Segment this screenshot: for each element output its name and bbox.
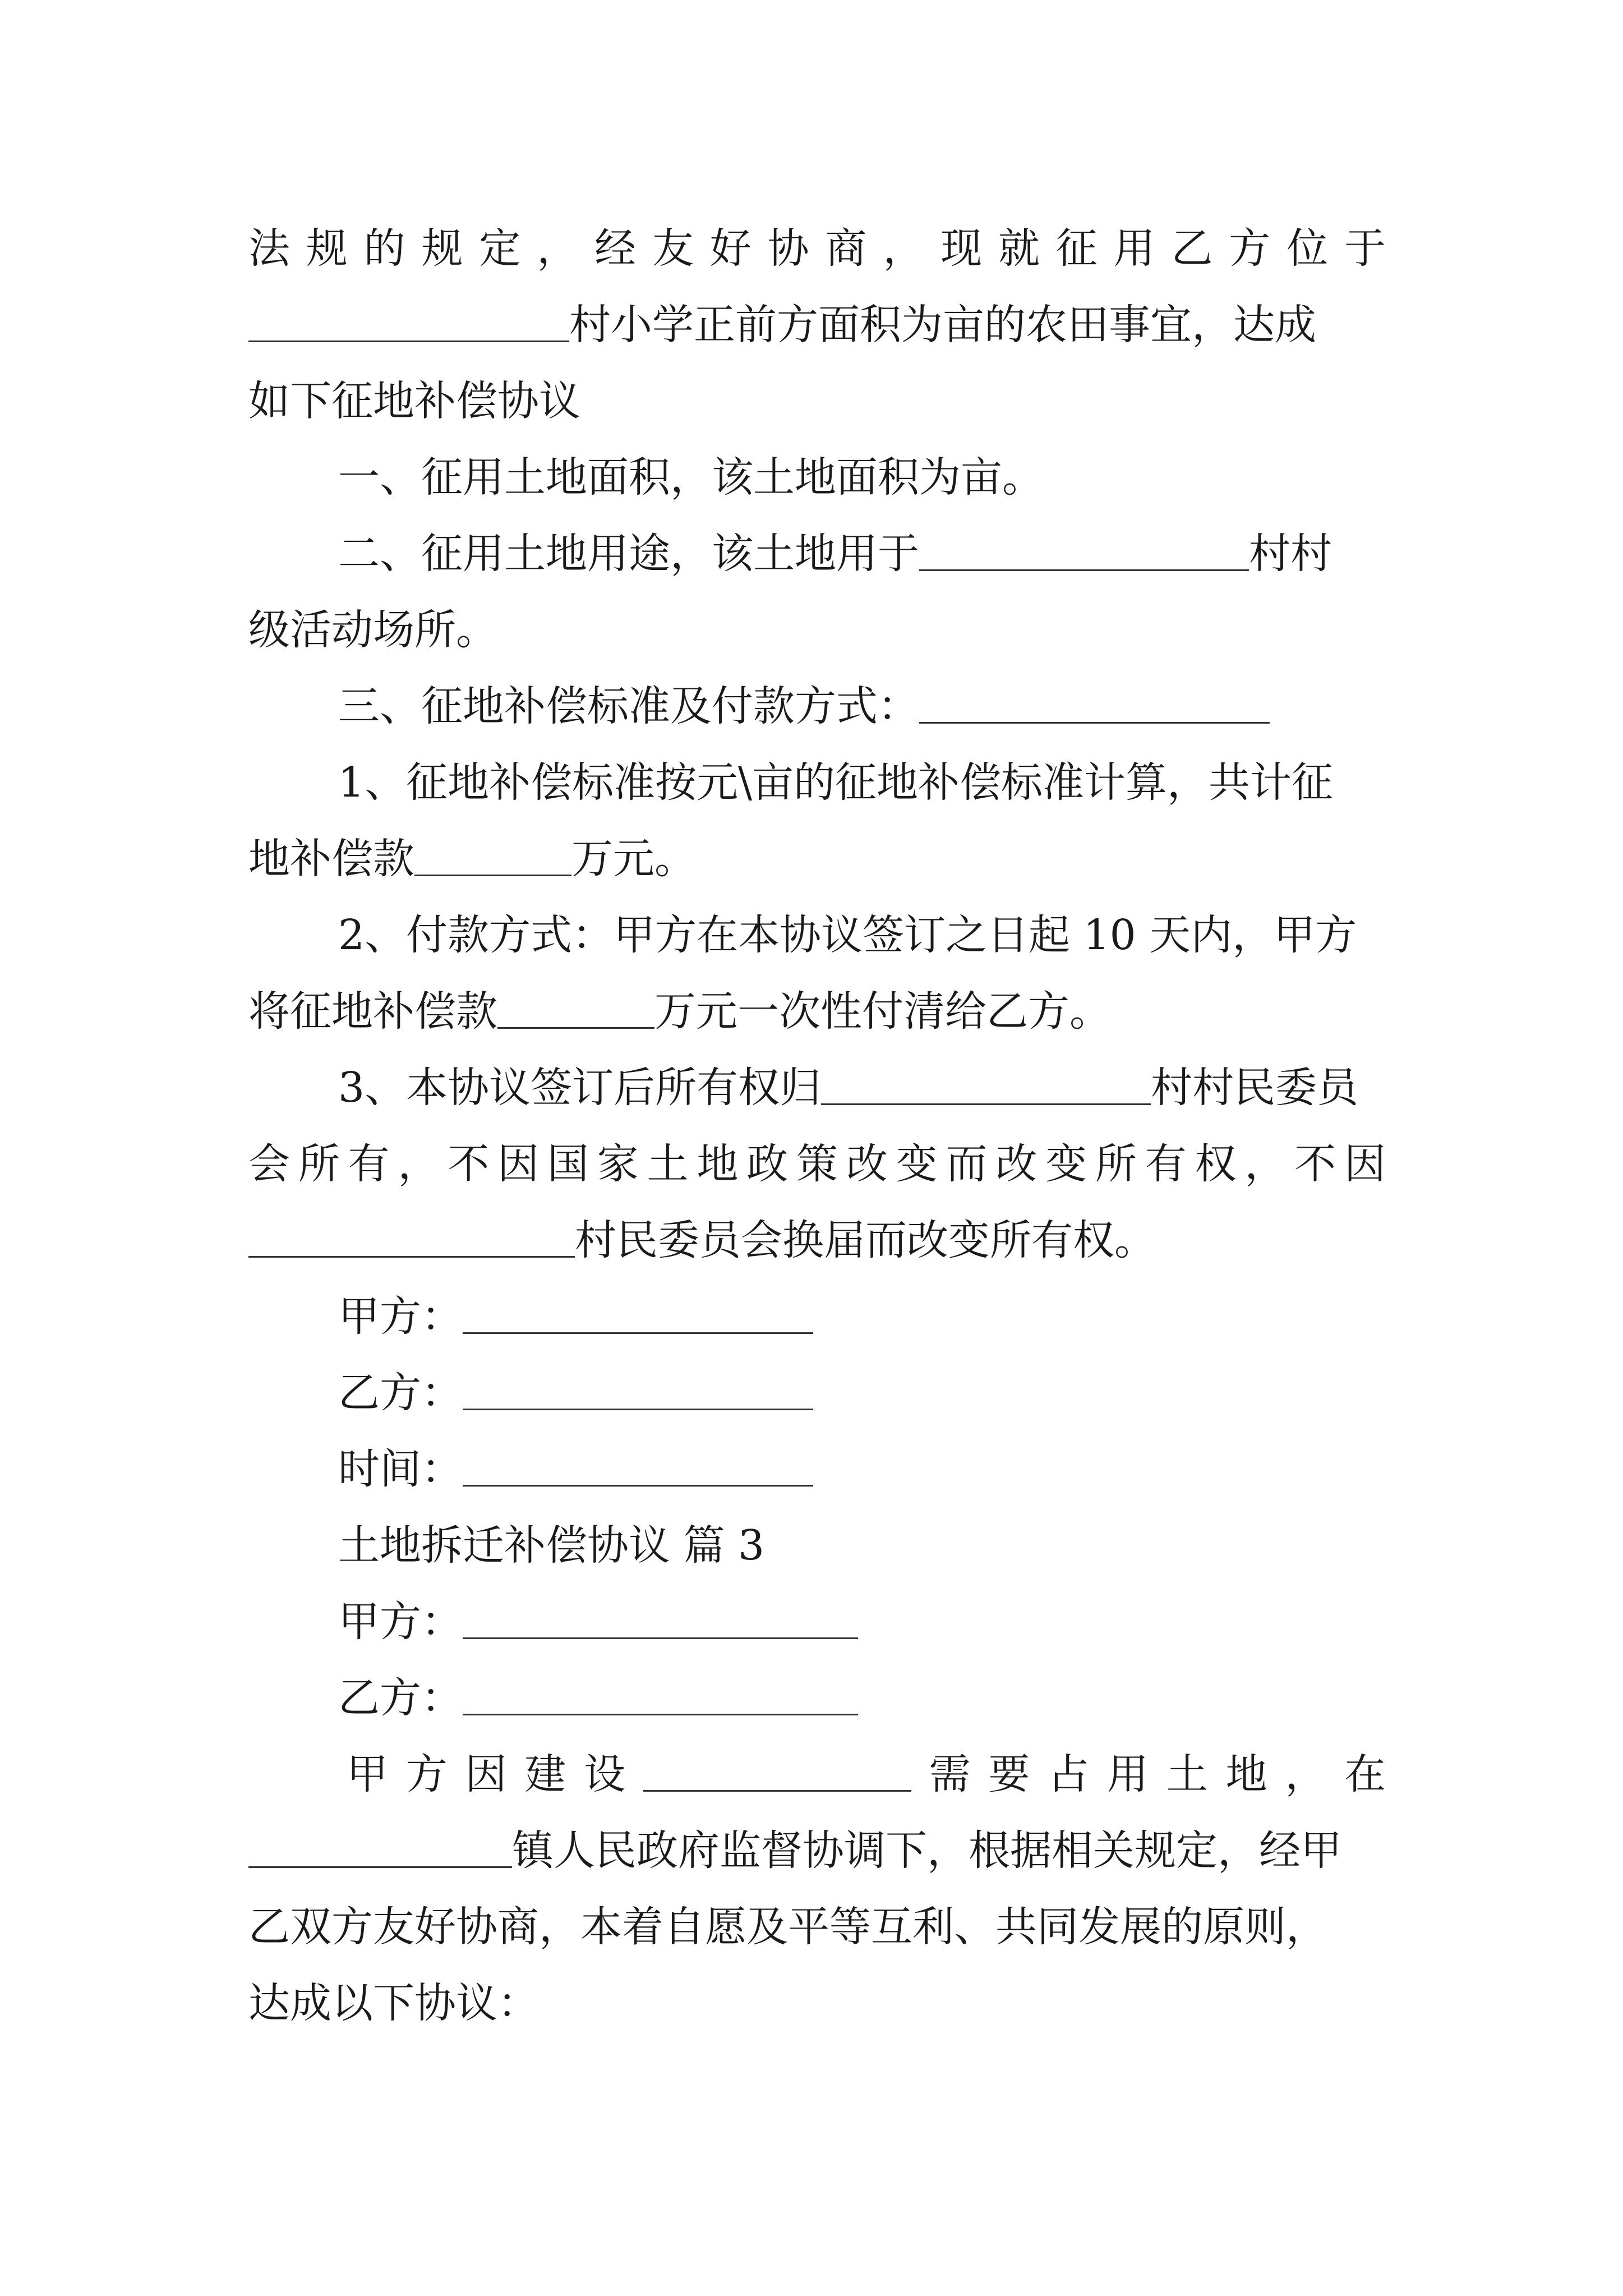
line-4 <box>248 439 1386 516</box>
text-l9b: 万元。 <box>571 835 696 883</box>
line-8 <box>248 744 1386 821</box>
line-20 <box>248 1660 1386 1736</box>
text-l22: 镇人民政府监督协调下，根据相关规定，经甲 <box>512 1826 1342 1875</box>
label-party-b: 乙方： <box>338 1369 463 1417</box>
line-16 <box>248 1355 1386 1431</box>
line-22 <box>248 1812 1386 1889</box>
text-l23: 乙双方友好协商，本着自愿及平等互利、共同发展的原则， <box>248 1903 1327 1951</box>
line-23 <box>248 1889 1386 1965</box>
line-12 <box>248 1050 1386 1126</box>
text-l3: 如下征地补偿协议 <box>248 377 580 425</box>
blank-field <box>919 528 1249 571</box>
section-heading: 土地拆迁补偿协议 篇 3 <box>338 1521 765 1570</box>
signature-field-party-a-2 <box>463 1596 858 1639</box>
blank-field <box>821 1062 1151 1105</box>
line-24 <box>248 1965 1386 2041</box>
label-party-a-2: 甲方： <box>338 1598 463 1646</box>
blank-field <box>414 833 571 876</box>
blank-field <box>248 299 569 342</box>
text-l24: 达成以下协议： <box>248 1979 539 2027</box>
blank-field <box>248 1214 575 1258</box>
line-11 <box>248 973 1386 1050</box>
text-l14: 村民委员会换届而改变所有权。 <box>575 1216 1156 1264</box>
line-14 <box>248 1202 1386 1278</box>
text-l12b: 村村民委员 <box>1151 1064 1359 1112</box>
blank-field <box>497 986 654 1029</box>
line-5 <box>248 516 1386 592</box>
label-time: 时间： <box>338 1445 463 1493</box>
text-l6: 级活动场所。 <box>248 606 497 654</box>
line-7 <box>248 668 1386 744</box>
text-l5b: 村村 <box>1249 530 1332 578</box>
text-l13: 会所有，不因国家土地政策改变而改变所有权，不因 <box>248 1140 1386 1188</box>
text-l9a: 地补偿款 <box>248 835 414 883</box>
line-19 <box>248 1584 1386 1660</box>
line-3 <box>248 363 1386 439</box>
line-9 <box>248 821 1386 897</box>
text-l4: 一、征用土地面积，该土地面积为亩。 <box>338 453 1044 501</box>
label-party-a: 甲方： <box>338 1292 463 1341</box>
signature-field-party-a <box>463 1291 813 1334</box>
text-l8: 1、征地补偿标准按元\亩的征地补偿标准计算，共计征 <box>338 758 1334 807</box>
label-party-b-2: 乙方： <box>338 1674 463 1722</box>
text-l21a: 甲方因建设 <box>347 1750 643 1798</box>
blank-field <box>248 1825 512 1868</box>
line-10 <box>248 897 1386 973</box>
text-l5a: 二、征用土地用途，该土地用于 <box>338 530 919 578</box>
line-13 <box>248 1126 1386 1202</box>
line-17 <box>248 1431 1386 1507</box>
signature-field-party-b <box>463 1367 813 1410</box>
text-l11a: 将征地补偿款 <box>248 987 497 1036</box>
signature-field-party-b-2 <box>463 1672 858 1715</box>
blank-field <box>643 1749 911 1792</box>
line-2 <box>248 287 1386 363</box>
line-6 <box>248 592 1386 668</box>
text-l12a: 3、本协议签订后所有权归 <box>338 1064 822 1112</box>
blank-field <box>919 680 1270 724</box>
line-18 <box>248 1507 1386 1584</box>
line-15 <box>248 1278 1386 1355</box>
text-l10: 2、付款方式：甲方在本协议签订之日起 10 天内，甲方 <box>338 911 1357 959</box>
text-l1: 法规的规定，经友好协商，现就征用乙方位于 <box>248 224 1386 273</box>
text-l11b: 万元一次性付清给乙方。 <box>654 987 1111 1036</box>
signature-field-time <box>463 1443 813 1487</box>
text-l7: 三、征地补偿标准及付款方式： <box>338 682 919 730</box>
line-21 <box>248 1736 1386 1812</box>
text-l21b: 需要占用土地，在 <box>911 1750 1386 1798</box>
document-page <box>248 210 1386 2041</box>
line-1 <box>248 210 1386 287</box>
text-l2: 村小学正前方面积为亩的农田事宜，达成 <box>569 301 1316 349</box>
